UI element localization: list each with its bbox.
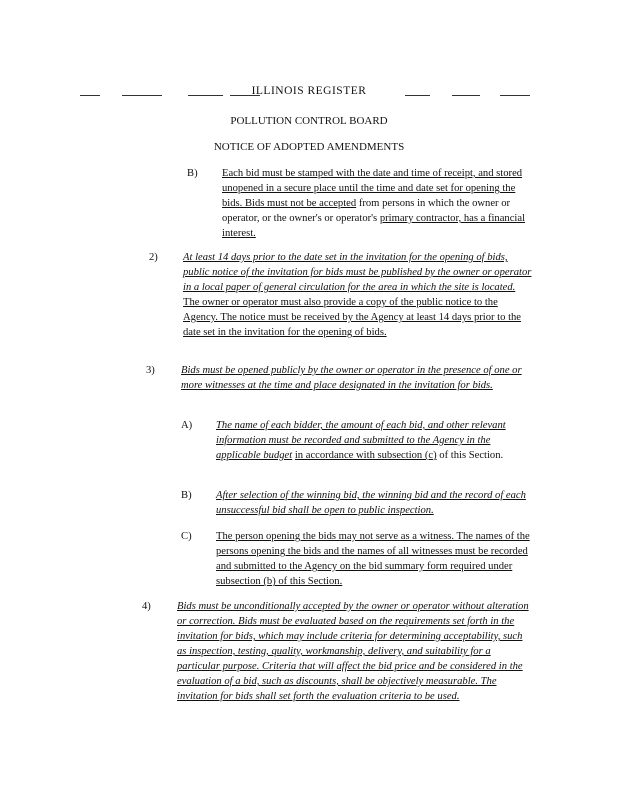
- item-label: B): [187, 168, 198, 179]
- item-label: 3): [146, 365, 155, 376]
- item-2-text: At least 14 days prior to the date set in the invitation for the opening of bids, public notice of the invitation for bids must be published by the owner or operator in a local paper of general circulation for the area in which the site is located. The owner or operator must also provide a copy of the public notice to the Agency. The notice must be received by the Agency at least 14 days prior to the date set in the invitation for the opening of bids.: [183, 252, 532, 338]
- item-a-text: The name of each bidder, the amount of each bid, and other relevant information must be recorded and submitted to the Agency in the applicable budget in accordance with subsection (c) of this Section.: [216, 420, 506, 461]
- item-label: 2): [149, 252, 158, 263]
- item-label: A): [181, 420, 193, 431]
- register-title: ILLINOIS REGISTER: [251, 85, 367, 97]
- item-label: B): [181, 490, 192, 501]
- notice-title: NOTICE OF ADOPTED AMENDMENTS: [213, 141, 405, 153]
- item-label: 4): [142, 601, 151, 612]
- item-b-text: Each bid must be stamped with the date and time of receipt, and stored unopened in a secure place until the time and date set for opening the bids. Bids must not be accepted from persons in which the owner or operator, or the owner's or operator's primary contractor, has a financial interest.: [222, 168, 526, 239]
- item-c-text: The person opening the bids may not serve as a witness. The names of the persons opening the bids and the names of all witnesses must be recorded and submitted to the Agency on the bid summary form required under subsection (b) of this Section.: [216, 531, 530, 587]
- item-4-text: Bids must be unconditionally accepted by the owner or operator without alteration or correction. Bids must be evaluated based on the requirements set forth in the invitation for bids, which may include criteria for determining acceptability, such as inspection, testing, quality, workmanship, delivery, and suitability for a particular purpose. Criteria that will affect the bid price and be considered in the evaluation of a bid, such as discounts, shall be objectively measurable. The invitation for bids shall set forth the evaluation criteria to be used.: [177, 601, 529, 702]
- item-b2-text: After selection of the winning bid, the winning bid and the record of each unsuccessful bid shall be open to public inspection.: [216, 490, 526, 516]
- item-3-text: Bids must be opened publicly by the owner or operator in the presence of one or more witnesses at the time and place designated in the invitation for bids.: [181, 365, 522, 391]
- board-title: POLLUTION CONTROL BOARD: [230, 115, 388, 127]
- item-label: C): [181, 531, 192, 542]
